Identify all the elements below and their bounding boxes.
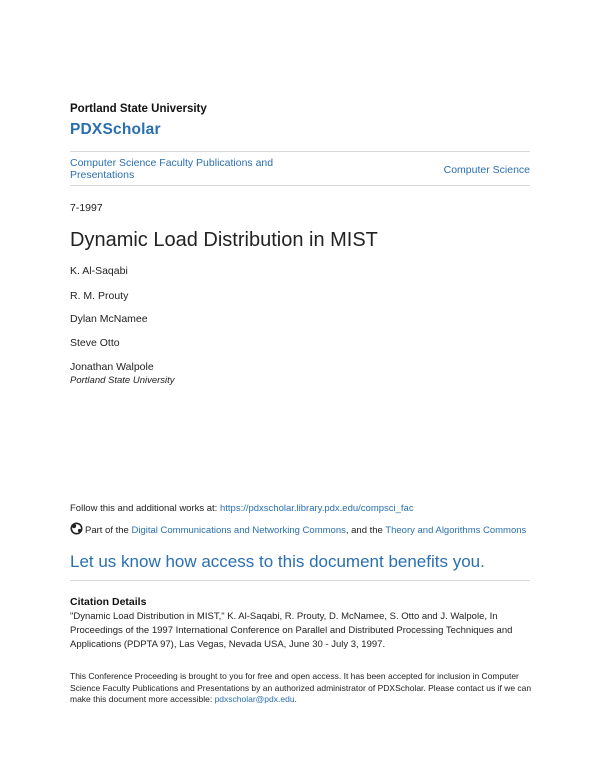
part-of-prefix: Part of the — [85, 525, 132, 536]
author-2: R. M. Prouty — [70, 290, 129, 302]
author-4: Steve Otto — [70, 337, 120, 349]
publication-date: 7-1997 — [70, 202, 103, 214]
follow-line — [70, 503, 414, 514]
pdxscholar-brand[interactable]: PDXScholar — [70, 121, 161, 138]
follow-url-link[interactable]: https://pdxscholar.library.pdx.edu/compsci_fac — [219, 503, 414, 514]
divider-citation — [70, 580, 530, 581]
follow-prefix: Follow this and additional works at: — [70, 503, 220, 514]
divider-top — [70, 151, 530, 152]
feedback-link[interactable]: Let us know how access to this document benefits you. — [70, 552, 485, 571]
commons-link-digital-communications[interactable]: Digital Communications and Networking Commons — [131, 525, 346, 536]
commons-link-theory-algorithms[interactable]: Theory and Algorithms Commons — [385, 525, 527, 536]
department-link[interactable]: Computer Science — [443, 164, 530, 176]
divider-collection — [70, 185, 530, 186]
university-name: Portland State University — [70, 103, 207, 115]
author-affiliation: Portland State University — [70, 375, 175, 386]
part-of-line — [70, 521, 530, 540]
citation-text: "Dynamic Load Distribution in MIST," K. Al-Saqabi, R. Prouty, D. McNamee, S. Otto and J. Walpole, In Proceedings of the 1997 International Conference on Parallel and Distributed Processing Techniques and Applications (PDPTA 97), Las Vegas, Nevada USA, June 30 - July 3, 1997. — [70, 611, 513, 650]
author-3: Dylan McNamee — [70, 313, 148, 325]
and-the-text: , and the — [345, 525, 386, 536]
access-footer — [70, 671, 532, 706]
network-icon — [70, 522, 83, 535]
footer-text: This Conference Proceeding is brought to you for free and open access. It has been accepted for inclusion in Computer Science Faculty Publications and Presentations by an authorized administrator of PDXScholar. Please contact us if we can make this document more accessible: — [70, 671, 532, 704]
author-5: Jonathan Walpole — [70, 361, 154, 373]
footer-end: . — [294, 694, 297, 704]
author-1: K. Al-Saqabi — [70, 265, 128, 277]
citation-heading: Citation Details — [70, 596, 147, 608]
paper-title: Dynamic Load Distribution in MIST — [70, 229, 378, 251]
contact-email-link[interactable]: pdxscholar@pdx.edu — [214, 694, 295, 704]
collection-link[interactable]: Computer Science Faculty Publications and Presentations — [70, 157, 274, 181]
